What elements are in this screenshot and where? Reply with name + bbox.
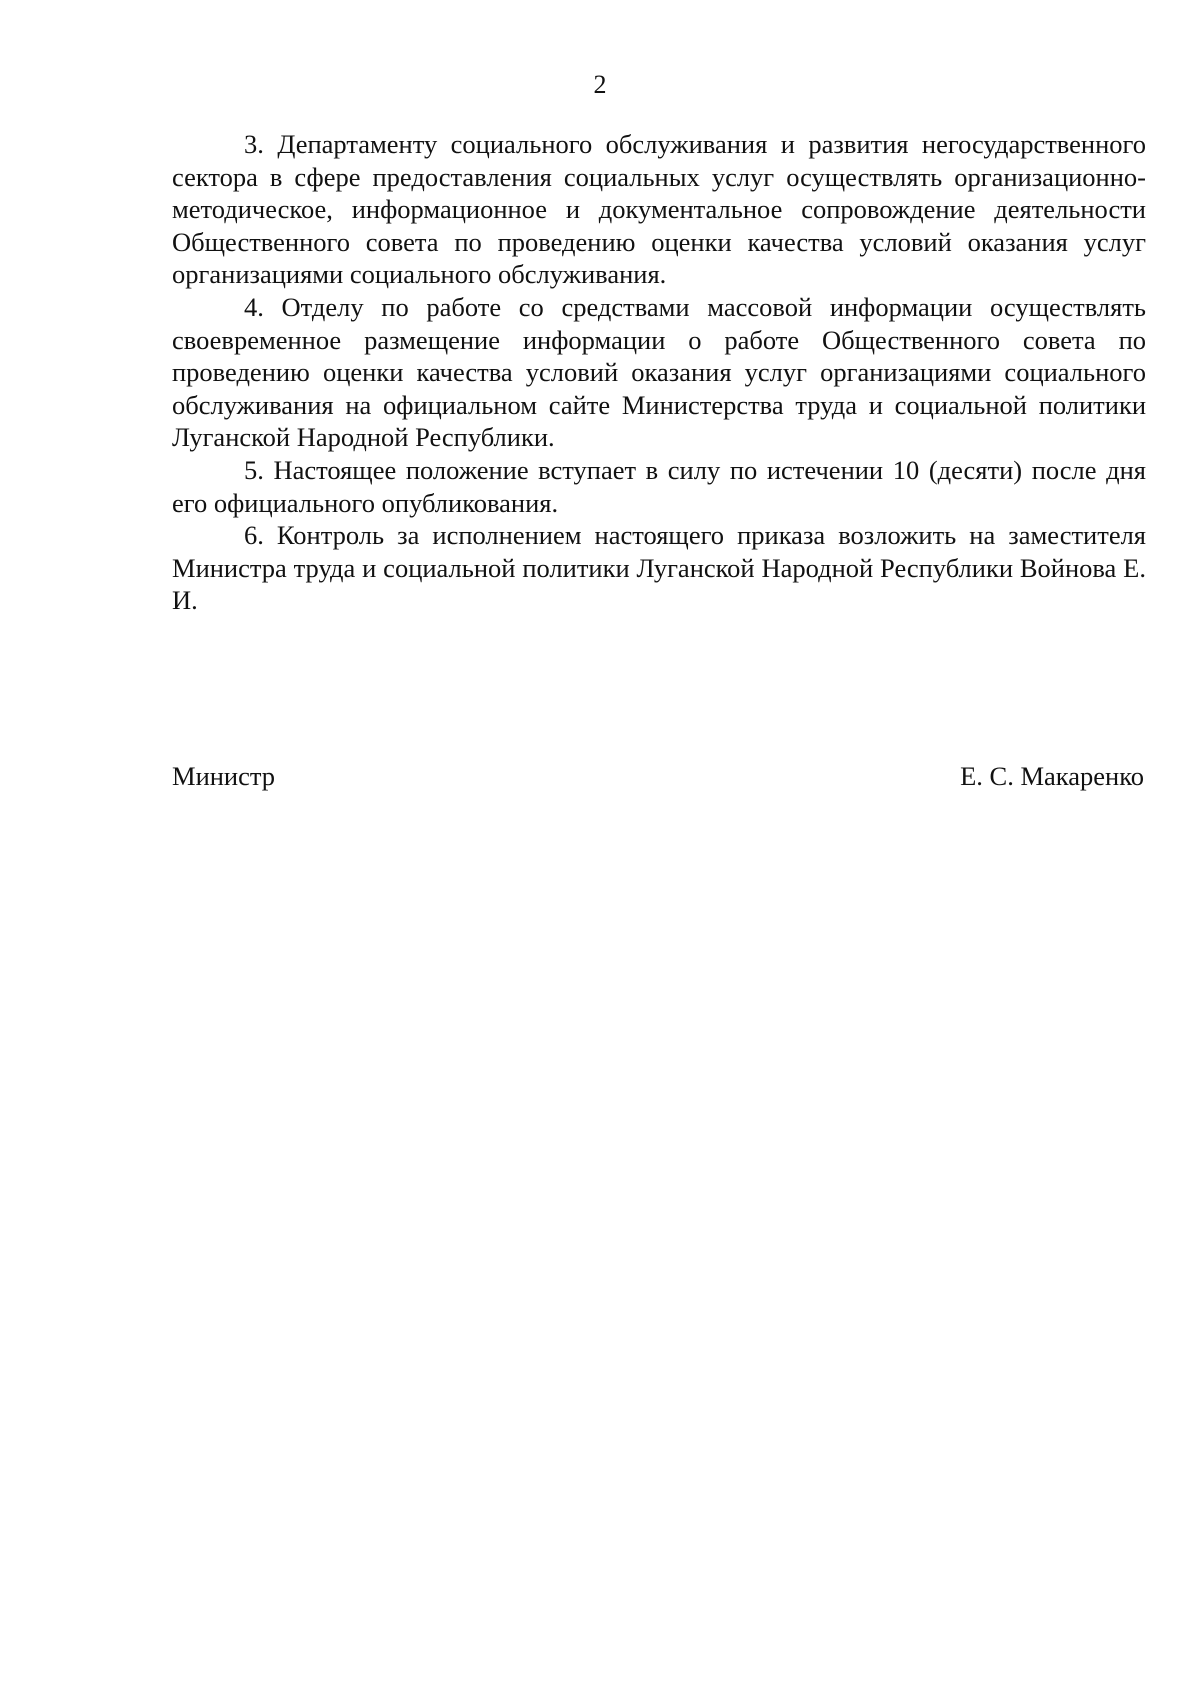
paragraph-3: 3. Департаменту социального обслуживания и развития негосударственного сектора в сфере предоставления социальных услуг осуществлять организационно-методическое, информационное и документальное сопровождение деятельности Общественного совета по проведению оценки качества условий оказания услуг организациями социального обслуживания. xyxy=(172,129,1146,290)
paragraph-4: 4. Отделу по работе со средствами массовой информации осуществлять своевременное размещение информации о работе Общественного совета по проведению оценки качества условий оказания услуг организациями социального обслуживания на официальном сайте Министерства труда и социальной политики Луганской Народной Республики. xyxy=(172,291,1146,453)
signature-block xyxy=(172,760,1144,792)
signatory-name: Е. С. Макаренко xyxy=(960,761,1144,791)
page-number: 2 xyxy=(593,70,607,99)
paragraph-5: 5. Настоящее положение вступает в силу по истечении 10 (десяти) после дня его официального опубликования. xyxy=(172,454,1146,518)
document-body xyxy=(172,128,1146,617)
paragraph-6: 6. Контроль за исполнением настоящего приказа возложить на заместителя Министра труда и социальной политики Луганской Народной Республики Войнова Е. И. xyxy=(172,520,1146,616)
signatory-position: Министр xyxy=(172,761,276,791)
